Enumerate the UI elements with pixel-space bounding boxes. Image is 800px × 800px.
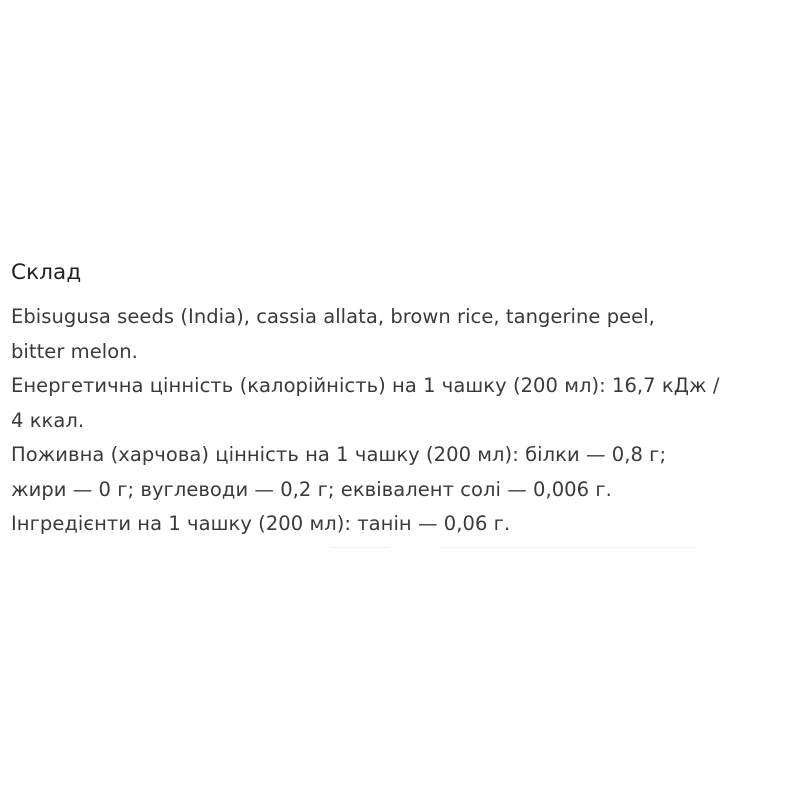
ingredients-line-1: Ebisugusa seeds (India), cassia allata, brown rice, tangerine peel, bbox=[11, 305, 655, 328]
ingredients-line-2: bitter melon. bbox=[11, 339, 138, 363]
composition-title: Склад bbox=[11, 260, 82, 285]
composition-text bbox=[11, 300, 771, 542]
composition-section bbox=[11, 258, 771, 542]
extra-ingredients-line: Інгредієнти на 1 чашку (200 мл): танін — 0,06 г. bbox=[11, 512, 511, 535]
nutrition-line-1: Поживна (харчова) цінність на 1 чашку (200 мл): білки — 0,8 г; bbox=[11, 443, 667, 466]
faint-divider-right bbox=[440, 547, 695, 548]
faint-divider bbox=[0, 547, 800, 549]
faint-divider-left bbox=[330, 547, 390, 548]
nutrition-line-2: жири — 0 г; вуглеводи — 0,2 г; еквівалент солі — 0,006 г. bbox=[11, 477, 612, 501]
energy-line-1: Енергетична цінність (калорійність) на 1 чашку (200 мл): 16,7 кДж / bbox=[11, 374, 720, 397]
energy-line-2: 4 ккал. bbox=[11, 408, 85, 432]
